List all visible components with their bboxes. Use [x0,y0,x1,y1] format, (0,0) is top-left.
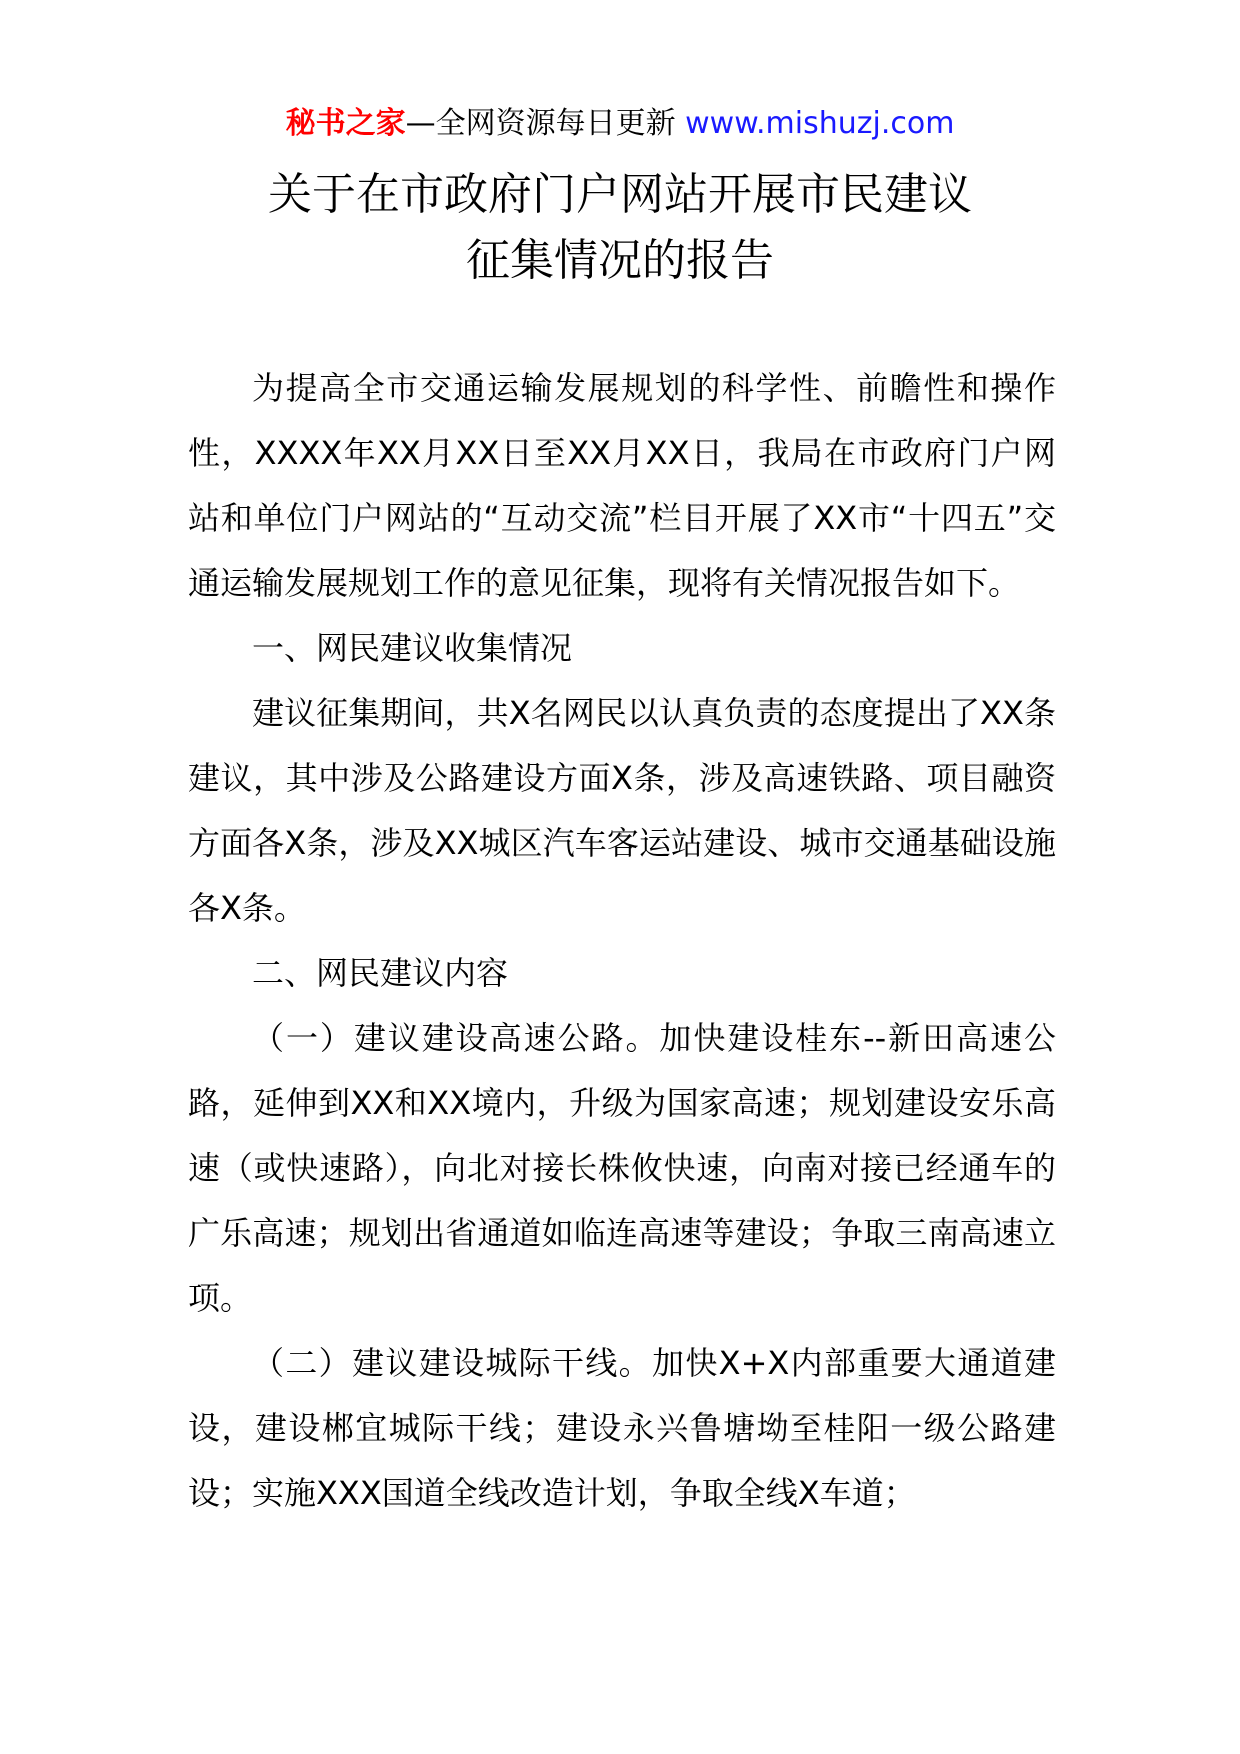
header-tagline: —全网资源每日更新 [405,106,676,141]
document-title [0,162,1240,294]
section-heading-1: 一、网民建议收集情况 [252,629,573,667]
document-body [188,356,1056,1526]
title-line-1: 关于在市政府门户网站开展市民建议 [268,169,972,220]
brand-name: 秘书之家 [285,106,406,141]
intro-paragraph: 为提高全市交通运输发展规划的科学性、前瞻性和操作性，XXXX年XX月XX日至XX月XX日，我局在市政府门户网站和单位门户网站的“互动交流”栏目开展了XX市“十四五”交通运输发展规划工作的意见征集，现将有关情况报告如下。 [188,369,1056,602]
section-heading-2: 二、网民建议内容 [252,954,509,992]
section-1-paragraph: 建议征集期间，共X名网民以认真负责的态度提出了XX条建议，其中涉及公路建设方面X条，涉及高速铁路、项目融资方面各X条，涉及XX城区汽车客运站建设、城市交通基础设施各X条。 [188,694,1056,927]
header-url: www.mishuzj.com [685,106,955,141]
subsection-1-paragraph: （一）建议建设高速公路。加快建设桂东--新田高速公路，延伸到XX和XX境内，升级为国家高速；规划建设安乐高速（或快速路），向北对接长株攸快速，向南对接已经通车的广乐高速；规划出省通道如临连高速等建设；争取三南高速立项。 [188,1019,1056,1317]
page-header [0,104,1240,144]
title-line-2: 征集情况的报告 [466,235,774,286]
subsection-2-paragraph: （二）建议建设城际干线。加快X+X内部重要大通道建设，建设郴宜城际干线；建设永兴鲁塘坳至桂阳一级公路建设；实施XXX国道全线改造计划，争取全线X车道； [188,1344,1056,1512]
